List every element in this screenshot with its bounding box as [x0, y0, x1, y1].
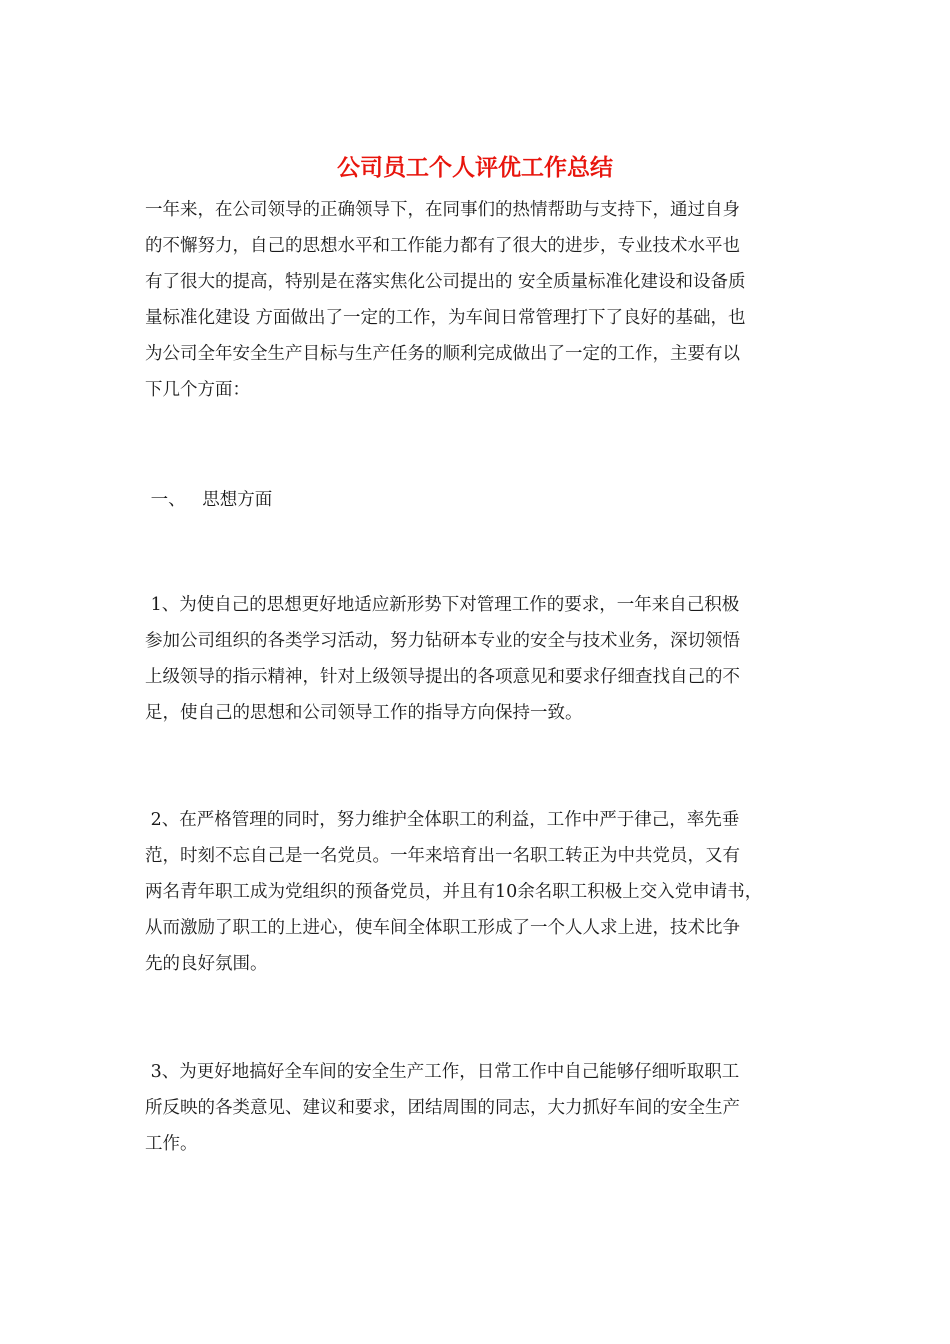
- text-line: 的不懈努力，自己的思想水平和工作能力都有了很大的进步，专业技术水平也: [145, 236, 740, 256]
- text-line: 两名青年职工成为党组织的预备党员，并且有10余名职工积极上交入党申请书，: [145, 882, 763, 902]
- text-line: 1、为使自己的思想更好地适应新形势下对管理工作的要求，一年来自己积极: [145, 595, 740, 615]
- text-line: 一年来，在公司领导的正确领导下，在同事们的热情帮助与支持下，通过自身: [145, 200, 740, 220]
- paragraph-3: [145, 1054, 815, 1162]
- text-line: 参加公司组织的各类学习活动，努力钻研本专业的安全与技术业务，深切领悟: [145, 631, 740, 651]
- paragraph-1: [145, 587, 815, 731]
- text-line: 有了很大的提高，特别是在落实焦化公司提出的 安全质量标准化建设和设备质: [145, 272, 746, 292]
- text-line: 量标准化建设 方面做出了一定的工作，为车间日常管理打下了良好的基础，也: [145, 308, 746, 328]
- text-line: 为公司全年安全生产目标与生产任务的顺利完成做出了一定的工作，主要有以: [145, 344, 740, 364]
- text-line: 3、为更好地搞好全车间的安全生产工作，日常工作中自己能够仔细听取职工: [145, 1062, 740, 1082]
- text-line: 从而激励了职工的上进心，使车间全体职工形成了一个人人求上进，技术比争: [145, 918, 740, 938]
- document-title: 公司员工个人评优工作总结: [337, 155, 613, 181]
- section-heading: [145, 482, 815, 518]
- text-line: 所反映的各类意见、建议和要求，团结周围的同志，大力抓好车间的安全生产: [145, 1098, 740, 1118]
- paragraph-2: [145, 802, 815, 982]
- text-line: 2、在严格管理的同时，努力维护全体职工的利益，工作中严于律己，率先垂: [145, 810, 740, 830]
- section-heading-text: 一、 思想方面: [145, 490, 273, 510]
- intro-paragraph: [145, 192, 815, 408]
- text-line: 范，时刻不忘自己是一名党员。一年来培育出一名职工转正为中共党员，又有: [145, 846, 740, 866]
- text-line: 上级领导的指示精神，针对上级领导提出的各项意见和要求仔细查找自己的不: [145, 667, 740, 687]
- text-line: 足，使自己的思想和公司领导工作的指导方向保持一致。: [145, 703, 583, 723]
- text-line: 下几个方面：: [145, 380, 250, 400]
- text-line: 先的良好氛围。: [145, 954, 268, 974]
- text-line: 工作。: [145, 1134, 198, 1154]
